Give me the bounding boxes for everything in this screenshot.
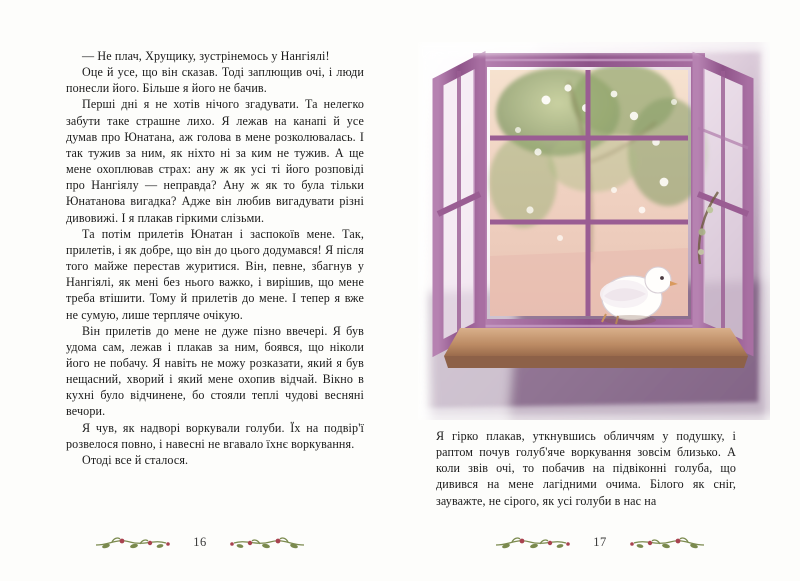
paragraph: Перші дні я не хотів нічого згадувати. Та нелегко забути таке страшне лихо. Я лежав на канапі й усе думав про Юнатана, аж голова в мене розколювалась. І так тужив за ним, як ніхто ні за ким не тужив. А ще мене охоплював страх: ану ж як усі ті його розповіді про Нангіялу — неправда? Ану ж як то була тільки Юнатанова вигадка? Адже він любив вигадувати різні дивовижі. І я плакав гіркими слізьми.	[66, 97, 364, 225]
illustration-canvas	[418, 42, 770, 420]
floral-ornament-icon	[92, 533, 184, 551]
right-page-text	[436, 428, 736, 509]
paragraph: Оце й усе, що він сказав. Тоді заплющив очі, і люди понесли його. Більше я його не бачив.	[66, 65, 364, 96]
right-page-footer	[400, 529, 800, 555]
page-number: 16	[193, 534, 207, 549]
left-casement	[438, 60, 480, 348]
left-page-footer	[0, 529, 400, 555]
paragraph: Отоді все й сталося.	[82, 452, 189, 467]
paragraph: — Не плач, Хрущику, зустрінемось у Нангіялі!	[82, 49, 330, 63]
paragraph: Та потім прилетів Юнатан і заспокоїв мене. Так, прилетів, і як добре, що він до цього додумався! Я після того майже перестав журитися. Він, певне, збагнув у Нангіялі, як мені без нього важко, і вирішив, що мене треба втішити. Тому й прилетів до мене. І тепер я вже не сумую, лише терпляче очікую.	[66, 226, 364, 322]
floral-ornament-icon	[492, 533, 584, 551]
page-number: 17	[593, 534, 607, 549]
window-sill	[444, 328, 748, 368]
paragraph: Я чув, як надворі воркували голуби. Їх на подвір'ї розвелося повно, і навесні не вгавало їхнє воркування.	[66, 420, 364, 451]
paragraph: Я гірко плакав, уткнувшись обличчям у подушку, і раптом почув голуб'яче воркування зовсім близько. А коли звів очі, то побачив на підвіконні голуба, що дивився на мене лагідними очима. Білого як сніг, зауважте, не сірого, як усі голуби в нас на	[436, 429, 736, 508]
illustration-open-window-with-white-dove	[418, 42, 770, 420]
paragraph: Він прилетів до мене не дуже пізно ввечері. Я був удома сам, лежав і плакав за ним, боявся, що ніколи його не побачу. Я навіть не можу розказати, який я був нещасний, хворий і який мене охопив відчай. Вікно в кухні було відчинене, бо стояли теплі чудові весняні вечори.	[66, 323, 364, 419]
right-casement	[698, 60, 748, 348]
window-illustration-svg	[418, 42, 770, 420]
floral-ornament-icon	[616, 533, 708, 551]
floral-ornament-icon	[216, 533, 308, 551]
